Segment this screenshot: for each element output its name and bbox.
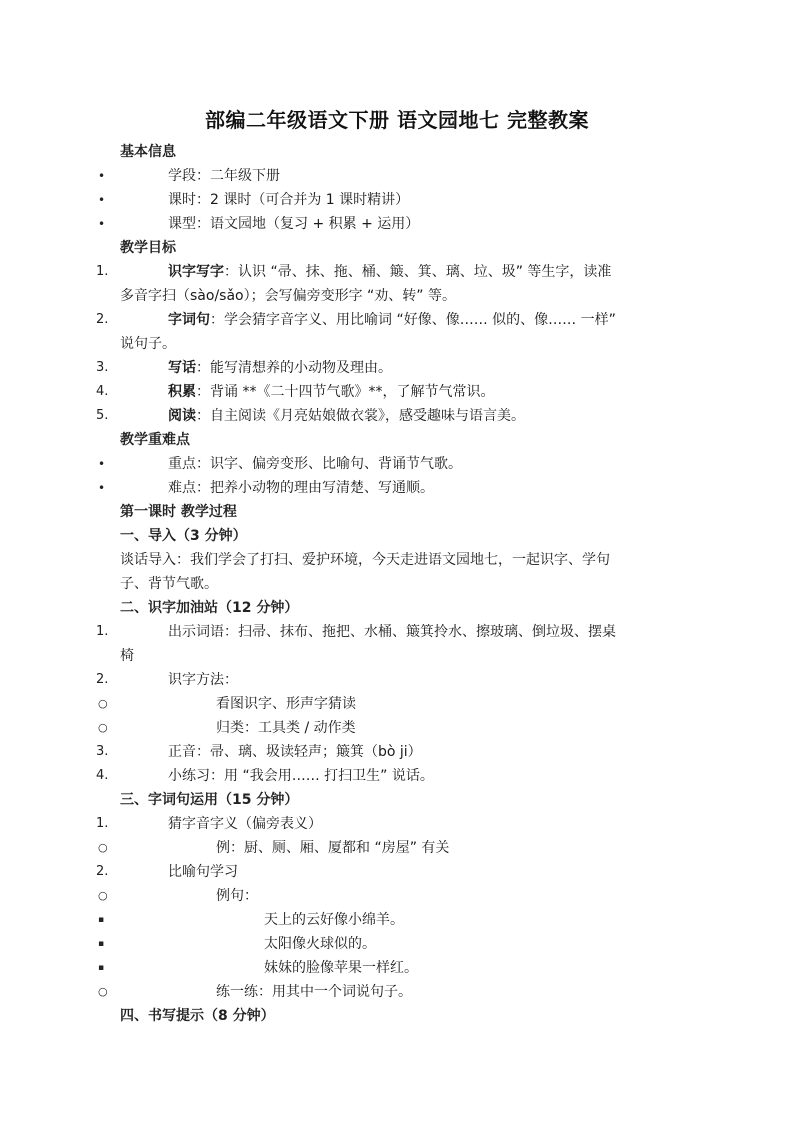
item-text: 小练习：用 “我会用…… 打扫卫生” 说话。 <box>168 768 434 784</box>
list-item-text: 课型：语文园地（复习 + 积累 + 运用） <box>168 216 420 232</box>
item-number: 1. <box>96 624 109 639</box>
circle-bullet-icon: ○ <box>98 841 108 854</box>
list-item <box>0 164 794 188</box>
numbered-item <box>0 380 794 404</box>
item-text-continuation: 说句子。 <box>120 336 176 352</box>
paragraph-text: 谈话导入：我们学会了打扫、爱护环境，今天走进语文园地七，一起识字、学句 <box>120 552 610 568</box>
numbered-item <box>0 764 794 788</box>
section-heading: 教学重难点 <box>120 432 190 448</box>
bullet-icon: • <box>98 169 106 183</box>
example-sentence: 天上的云好像小绵羊。 <box>264 912 404 928</box>
circle-bullet-icon: ○ <box>98 721 108 734</box>
section-heading: 基本信息 <box>120 144 176 160</box>
numbered-item-continuation <box>0 284 794 308</box>
sub-list-item <box>0 692 794 716</box>
list-item <box>0 188 794 212</box>
section-basic-info <box>0 140 794 164</box>
sub-sub-list-item <box>0 908 794 932</box>
list-item <box>0 212 794 236</box>
item-text: 字词句：学会猜字音字义、用比喻词 “好像、像…… 似的、像…… 一样” <box>168 312 616 328</box>
sub-list-item <box>0 980 794 1004</box>
example-sentence: 太阳像火球似的。 <box>264 936 376 952</box>
paragraph <box>0 548 794 572</box>
section-heading: 第一课时 教学过程 <box>120 504 237 520</box>
part-heading: 一、导入（3 分钟） <box>120 528 247 544</box>
sub-list-item <box>0 884 794 908</box>
item-number: 3. <box>96 360 109 375</box>
numbered-item <box>0 308 794 332</box>
bullet-icon: • <box>98 217 106 231</box>
section-heading: 教学目标 <box>120 240 176 256</box>
circle-bullet-icon: ○ <box>98 889 108 902</box>
subsection-heading <box>0 788 794 812</box>
item-number: 1. <box>96 816 109 831</box>
item-text: 比喻句学习 <box>168 864 238 880</box>
sub-item-text: 看图识字、形声字猜读 <box>216 696 356 712</box>
item-number: 3. <box>96 744 109 759</box>
subsection-heading <box>0 596 794 620</box>
circle-bullet-icon: ○ <box>98 985 108 998</box>
numbered-item <box>0 260 794 284</box>
sub-list-item <box>0 716 794 740</box>
numbered-item <box>0 356 794 380</box>
document-title: 部编二年级语文下册 语文园地七 完整教案 <box>205 108 589 132</box>
numbered-item-continuation <box>0 644 794 668</box>
item-number: 2. <box>96 864 109 879</box>
paragraph-continuation <box>0 572 794 596</box>
sub-sub-list-item <box>0 932 794 956</box>
subsection-heading <box>0 524 794 548</box>
list-item <box>0 476 794 500</box>
sub-item-text: 例：厨、厕、厢、厦都和 “房屋” 有关 <box>216 840 450 856</box>
bullet-icon: • <box>98 481 106 495</box>
part-heading: 二、识字加油站（12 分钟） <box>120 600 299 616</box>
item-text: 阅读：自主阅读《月亮姑娘做衣裳》，感受趣味与语言美。 <box>168 408 525 424</box>
numbered-item <box>0 740 794 764</box>
item-text: 正音：帚、璃、圾读轻声；簸箕（bò ji） <box>168 744 422 760</box>
section-key-points <box>0 428 794 452</box>
numbered-item <box>0 668 794 692</box>
item-number: 2. <box>96 672 109 687</box>
bullet-icon: • <box>98 193 106 207</box>
item-text: 写话：能写清想养的小动物及理由。 <box>168 360 392 376</box>
item-text: 积累：背诵 **《二十四节气歌》**，了解节气常识。 <box>168 384 495 400</box>
list-item <box>0 452 794 476</box>
item-text: 识字方法： <box>168 672 238 688</box>
sub-item-text: 练一练：用其中一个词说句子。 <box>216 984 412 1000</box>
item-text-continuation: 多音字扫（sào/sǎo）；会写偏旁变形字 “劝、转” 等。 <box>120 288 456 304</box>
subsection-heading <box>0 1004 794 1028</box>
list-item-text: 课时：2 课时（可合并为 1 课时精讲） <box>168 192 410 208</box>
sub-sub-list-item <box>0 956 794 980</box>
circle-bullet-icon: ○ <box>98 697 108 710</box>
square-bullet-icon: ▪ <box>98 963 105 973</box>
list-item-text: 难点：把养小动物的理由写清楚、写通顺。 <box>168 480 434 496</box>
square-bullet-icon: ▪ <box>98 939 105 949</box>
item-text-continuation: 椅 <box>120 648 134 664</box>
part-heading: 三、字词句运用（15 分钟） <box>120 792 299 808</box>
example-sentence: 妹妹的脸像苹果一样红。 <box>264 960 418 976</box>
list-item-text: 重点：识字、偏旁变形、比喻句、背诵节气歌。 <box>168 456 462 472</box>
item-number: 5. <box>96 408 109 423</box>
paragraph-text: 子、背节气歌。 <box>120 576 218 592</box>
numbered-item <box>0 620 794 644</box>
list-item-text: 学段：二年级下册 <box>168 168 280 184</box>
item-text: 猜字音字义（偏旁表义） <box>168 816 322 832</box>
sub-item-text: 归类：工具类 / 动作类 <box>216 720 356 736</box>
sub-list-item <box>0 836 794 860</box>
section-objectives <box>0 236 794 260</box>
item-number: 4. <box>96 384 109 399</box>
item-text: 出示词语：扫帚、抹布、拖把、水桶、簸箕拎水、擦玻璃、倒垃圾、摆桌 <box>168 624 616 640</box>
bullet-icon: • <box>98 457 106 471</box>
item-number: 2. <box>96 312 109 327</box>
numbered-item <box>0 404 794 428</box>
part-heading: 四、书写提示（8 分钟） <box>120 1008 275 1024</box>
item-number: 1. <box>96 264 109 279</box>
item-text: 识字写字：认识 “帚、抹、拖、桶、簸、箕、璃、垃、圾” 等生字，读准 <box>168 264 612 280</box>
sub-item-text: 例句： <box>216 888 258 904</box>
numbered-item <box>0 812 794 836</box>
numbered-item-continuation <box>0 332 794 356</box>
item-number: 4. <box>96 768 109 783</box>
section-lesson1 <box>0 500 794 524</box>
numbered-item <box>0 860 794 884</box>
square-bullet-icon: ▪ <box>98 915 105 925</box>
